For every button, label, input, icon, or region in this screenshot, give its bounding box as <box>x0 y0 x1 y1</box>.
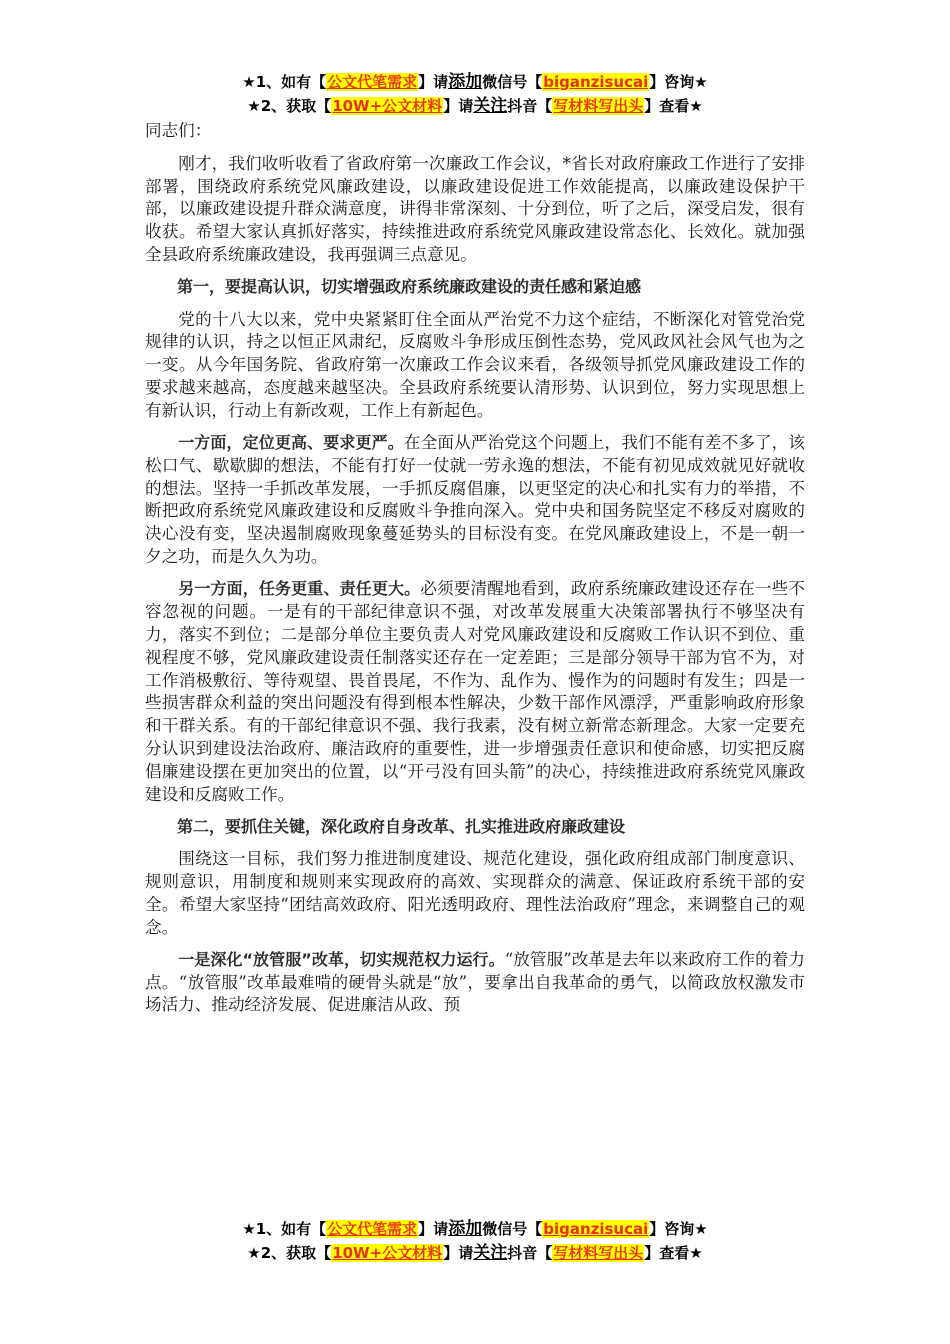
ad-text: 】咨询★ <box>649 1220 708 1238</box>
ad-line-2 <box>0 1241 950 1265</box>
salutation: 同志们： <box>145 121 212 140</box>
ad-line-2 <box>0 94 950 118</box>
ad-highlight: 10W+公文材料 <box>332 97 443 115</box>
ad-text: 抖音【 <box>507 1244 553 1262</box>
ad-text: 】请 <box>418 1220 449 1238</box>
ad-emphasis: 添加 <box>448 72 483 92</box>
ad-banner-bottom <box>0 1217 950 1265</box>
ad-text: ★1、如有【 <box>242 1220 327 1238</box>
ad-text: ★2、获取【 <box>247 97 332 115</box>
ad-highlight-wechat-id: biganzisucai <box>543 73 649 91</box>
paragraph-lead: 一是深化“放管服”改革，切实规范权力运行。 <box>178 949 505 969</box>
ad-text: 微信号【 <box>482 73 543 91</box>
intro-paragraph: 刚才，我们收听收看了省政府第一次廉政工作会议，*省长对政府廉政工作进行了安排部署，围绕政府系统党风廉政建设，以廉政建设促进工作效能提高，以廉政建设保护干部，以廉政建设提升群众满意度，讲得非常深刻、十分到位，听了之后，深受启发，很有收获。希望大家认真抓好落实，持续推进政府系统党风廉政建设常态化、长效化。就加强全县政府系统廉政建设，我再强调三点意见。 <box>145 153 805 264</box>
document-body <box>145 120 805 1027</box>
paragraph-2 <box>145 432 805 569</box>
ad-highlight: 公文代笔需求 <box>327 1220 418 1238</box>
ad-text: 抖音【 <box>507 97 553 115</box>
ad-highlight-douyin-account: 写材料写出头 <box>553 1244 644 1262</box>
paragraph-3 <box>145 578 805 806</box>
paragraph-body: 在全面从严治党这个问题上，我们不能有差不多了，该松口气、歇歇脚的想法，不能有打好一仗就一劳永逸的想法，不能有初见成效就见好就收的想法。坚持一手抓改革发展，一手抓反腐倡廉，以更坚定的决心和扎实有力的举措，不断把政府系统党风廉政建设和反腐败斗争推向深入。党中央和国务院坚定不移反对腐败的决心没有变，坚决遏制腐败现象蔓延势头的目标没有变。在党风廉政建设上，不是一朝一夕之功，而是久久为功。 <box>145 433 805 567</box>
ad-highlight-wechat-id: biganzisucai <box>543 1220 649 1238</box>
ad-highlight: 10W+公文材料 <box>332 1244 443 1262</box>
paragraph-lead: 另一方面，任务更重、责任更大。 <box>178 579 421 599</box>
ad-banner-top <box>0 70 950 118</box>
paragraph-body: “放管服”改革是去年以来政府工作的着力点。“放管服”改革最难啃的硬骨头就是“放”，要拿出自我革命的勇气，以简政放权激发市场活力、推动经济发展、促进廉洁从政、预 <box>145 949 805 1015</box>
ad-text: ★2、获取【 <box>247 1244 332 1262</box>
ad-text: ★1、如有【 <box>242 73 327 91</box>
ad-text: 】请 <box>443 97 474 115</box>
ad-text: 】请 <box>443 1244 474 1262</box>
ad-text: 】咨询★ <box>649 73 708 91</box>
ad-text: 】查看★ <box>644 97 703 115</box>
paragraph-1: 党的十八大以来，党中央紧紧盯住全面从严治党不力这个症结，不断深化对管党治党规律的认识，持之以恒正风肃纪，反腐败斗争形成压倒性态势，党风政风社会风气也为之一变。从今年国务院、省政府第一次廉政工作会议来看，各级领导抓党风廉政建设工作的要求越来越高，态度越来越坚决。全县政府系统要认清形势、认识到位，努力实现思想上有新认识，行动上有新改观，工作上有新起色。 <box>145 309 805 420</box>
ad-line-1 <box>0 1217 950 1241</box>
ad-highlight: 公文代笔需求 <box>327 73 418 91</box>
ad-line-1 <box>0 70 950 94</box>
ad-text: 微信号【 <box>482 1220 543 1238</box>
ad-emphasis: 添加 <box>448 1219 483 1239</box>
ad-emphasis: 关注 <box>473 96 508 116</box>
paragraph-body: 必须要清醒地看到，政府系统廉政建设还存在一些不容忽视的问题。一是有的干部纪律意识不强，对改革发展重大决策部署执行不够坚决有力，落实不到位；二是部分单位主要负责人对党风廉政建设和反腐败工作认识不到位、重视程度不够，党风廉政建设责任制落实还存在一定差距；三是部分领导干部为官不为，对工作消极敷衍、等待观望、畏首畏尾，不作为、乱作为、慢作为的问题时有发生；四是一些损害群众利益的突出问题没有得到根本性解决，少数干部作风漂浮，严重影响政府形象和干群关系。有的干部纪律意识不强、我行我素，没有树立新常态新理念。大家一定要充分认识到建设法治政府、廉洁政府的重要性，进一步增强责任意识和使命感，切实把反腐倡廉建设摆在更加突出的位置，以“开弓没有回头箭”的决心，持续推进政府系统党风廉政建设和反腐败工作。 <box>145 579 805 804</box>
ad-text: 】查看★ <box>644 1244 703 1262</box>
ad-text: 】请 <box>418 73 449 91</box>
ad-highlight-douyin-account: 写材料写出头 <box>553 97 644 115</box>
paragraph-5 <box>145 949 805 1017</box>
paragraph-4: 围绕这一目标，我们努力推进制度建设、规范化建设，强化政府组成部门制度意识、规则意识，用制度和规则来实现政府的高效、实现群众的满意、保证政府系统干部的安全。希望大家坚持“团结高效政府、阳光透明政府、理性法治政府”理念，来调整自己的观念。 <box>145 849 805 937</box>
section-heading-1: 第一，要提高认识，切实增强政府系统廉政建设的责任感和紧迫感 <box>177 277 642 297</box>
ad-emphasis: 关注 <box>473 1243 508 1263</box>
section-heading-2: 第二，要抓住关键，深化政府自身改革、扎实推进政府廉政建设 <box>177 816 626 836</box>
paragraph-lead: 一方面，定位更高、要求更严。 <box>178 433 404 453</box>
